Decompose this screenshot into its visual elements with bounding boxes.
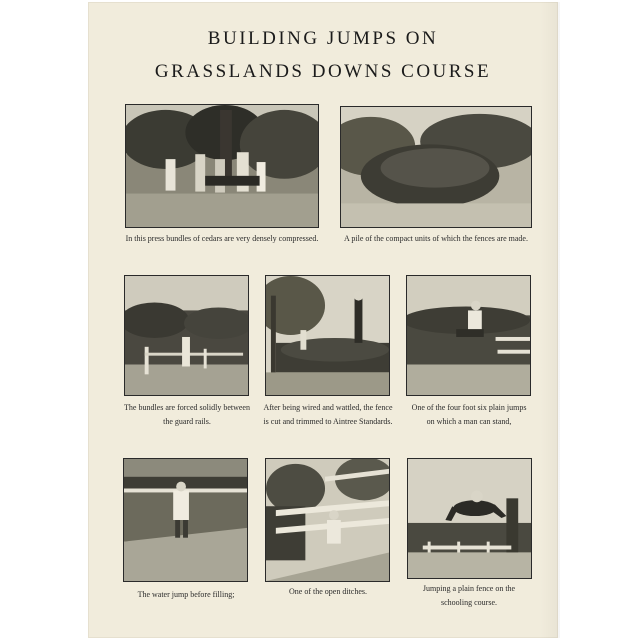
page-edge-shadow [540,2,560,638]
page-title-line-1: BUILDING JUMPS ON [207,28,439,49]
caption-schooling-jump [394,582,544,610]
photo-cedar-press [125,104,319,228]
caption-line: One of the four foot six plain jumps [411,403,527,412]
photo-open-ditch [265,458,390,582]
caption-line: the guard rails. [163,417,211,426]
photo-water-jump [123,458,248,582]
caption-line: on which a man can stand, [426,417,512,426]
caption-line: After being wired and wattled, the fence [263,403,393,412]
photo-guard-rails [124,275,249,396]
photo-cedar-pile [340,106,532,228]
caption-plain-jump [394,401,544,429]
caption-line: The bundles are forced solidly between [124,403,250,412]
caption-line: is cut and trimmed to Aintree Standards. [263,417,393,426]
caption-line: schooling course. [441,598,497,607]
photo-wired-fence [265,275,390,396]
caption-cedar-press: In this press bundles of cedars are very densely compressed. [125,234,319,243]
page-title-line-2: GRASSLANDS DOWNS COURSE [154,61,492,82]
photo-schooling-jump [407,458,532,579]
caption-wired-fence [253,401,403,429]
caption-guard-rails [112,401,262,429]
caption-cedar-pile: A pile of the compact units of which the fences are made. [344,234,528,243]
caption-water-jump: The water jump before filling; [137,590,235,599]
photo-plain-jump [406,275,531,396]
caption-open-ditch: One of the open ditches. [289,587,367,596]
caption-line: Jumping a plain fence on the [422,584,516,593]
